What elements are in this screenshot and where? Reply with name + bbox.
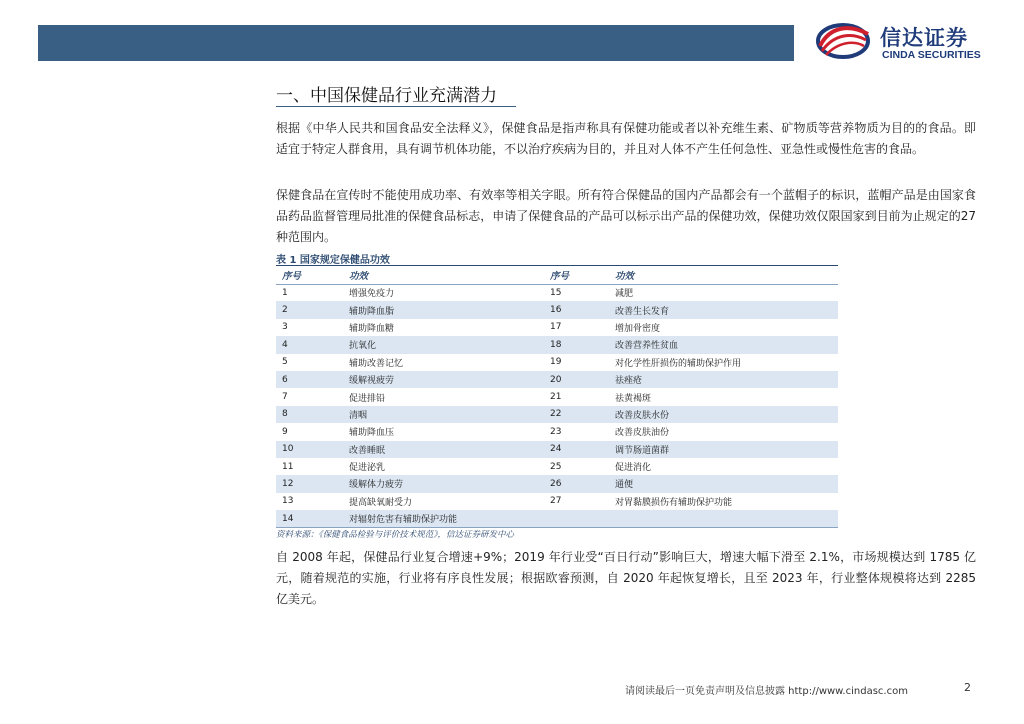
title-underline: [276, 106, 516, 107]
row-index: 19: [550, 357, 562, 368]
row-function: 改善生长发育: [615, 301, 838, 318]
row-index: 13: [282, 496, 294, 507]
row-function: 缓解视疲劳: [349, 371, 550, 388]
row-function: 增强免疫力: [349, 289, 395, 300]
row-index: 3: [282, 322, 288, 333]
row-function: 改善营养性贫血: [615, 336, 838, 353]
table-row: [276, 475, 838, 492]
table-source-note: 资料来源：《保健食品检验与评价技术规范》，信达证券研发中心: [276, 530, 515, 540]
row-index: 17: [550, 322, 562, 333]
table-row: [276, 319, 838, 336]
row-function: 增加骨密度: [615, 323, 661, 334]
header-index-left: 序号: [276, 266, 349, 284]
header-bar: [38, 25, 794, 61]
company-logo: [810, 18, 1000, 64]
row-function: 改善皮肤水份: [615, 406, 838, 423]
row-index: 26: [550, 475, 615, 492]
row-index: 11: [282, 461, 294, 472]
row-index: 4: [276, 336, 349, 353]
row-function: 对化学性肝损伤的辅助保护作用: [615, 358, 742, 369]
row-index: 12: [276, 475, 349, 492]
row-index: 24: [550, 441, 615, 458]
logo-name-en: CINDA SECURITIES: [882, 49, 981, 61]
table-row: [276, 371, 838, 388]
row-function: 促进泌乳: [349, 463, 386, 474]
row-index: 15: [550, 287, 562, 298]
cinda-logo-mark-icon: [816, 20, 872, 60]
footer-disclaimer: 请阅读最后一页免责声明及信息披露 http://www.cindasc.com: [625, 686, 908, 697]
table-row: [276, 510, 838, 527]
table-row: [276, 388, 838, 405]
paragraph-blue-hat: 保健食品在宣传时不能使用成功率、有效率等相关字眼。所有符合保健品的国内产品都会有一个蓝帽子的标识，蓝帽产品是由国家食品药品监督管理局批准的保健食品标志，申请了保健食品的产品可以标示出产品的保健功效，保健功效仅限国家到目前为止规定的27种范围内。: [276, 188, 976, 244]
row-function: 通便: [615, 475, 838, 492]
row-function: 清咽: [349, 406, 550, 423]
table-row: [276, 441, 838, 458]
row-function: 辅助改善记忆: [349, 358, 404, 369]
row-function: [615, 510, 838, 527]
row-index: 14: [276, 510, 349, 527]
row-function: 改善皮肤油份: [615, 428, 670, 439]
row-function: 辅助降血脂: [349, 301, 550, 318]
row-function: 对胃黏膜损伤有辅助保护功能: [615, 497, 733, 508]
row-function: 调节肠道菌群: [615, 441, 838, 458]
row-index: [550, 510, 615, 527]
table-row: [276, 406, 838, 423]
row-index: 8: [276, 406, 349, 423]
row-index: 22: [550, 406, 615, 423]
row-function: 祛黄褐斑: [615, 393, 652, 404]
row-index: 6: [276, 371, 349, 388]
table-row: [276, 458, 838, 475]
row-index: 7: [282, 392, 288, 403]
row-index: 9: [282, 426, 288, 437]
table-header-row: [276, 266, 838, 284]
row-index: 25: [550, 461, 562, 472]
section-title: 一、中国保健品行业充满潜力: [276, 86, 497, 106]
row-index: 18: [550, 336, 615, 353]
page-number: 2: [964, 681, 971, 694]
row-index: 1: [282, 287, 288, 298]
header-function-left: 功效: [349, 266, 550, 284]
row-function: 减肥: [615, 289, 634, 300]
row-function: 抗氧化: [349, 336, 550, 353]
paragraph-definition: 根据《中华人民共和国食品安全法释义》，保健食品是指声称具有保健功能或者以补充维生素、矿物质等营养物质为目的的食品。即适宜于特定人群食用，具有调节机体功能，不以治疗疾病为目的，并且对人体不产生任何急性、亚急性或慢性危害的食品。: [276, 121, 976, 156]
logo-name-cn: 信达证券: [880, 26, 968, 50]
table-row: [276, 423, 838, 440]
row-function: 辅助降血压: [349, 428, 395, 439]
row-index: 5: [282, 357, 288, 368]
row-function: 祛痤疮: [615, 371, 838, 388]
table-row: [276, 354, 838, 371]
row-function: 对辐射危害有辅助保护功能: [349, 510, 550, 527]
table-caption: 表 1 国家规定保健品功效: [276, 255, 390, 266]
row-function: 改善睡眠: [349, 441, 550, 458]
row-index: 2: [276, 301, 349, 318]
header-function-right: 功效: [615, 266, 838, 284]
row-index: 27: [550, 496, 562, 507]
functions-table: [276, 265, 838, 528]
paragraph-market-size: 自 2008 年起，保健品行业复合增速+9%；2019 年行业受“百日行动”影响巨大，增速大幅下滑至 2.1%，市场规模达到 1785 亿元，随着规范的实施，行业将有序良性发展；根据欧睿预测，自 2020 年起恢复增长，且至 2023 年，行业整体规模将达到 2285 亿美元。: [276, 550, 976, 606]
row-function: 促进排铅: [349, 393, 386, 404]
table-row: [276, 493, 838, 510]
row-index: 21: [550, 392, 562, 403]
row-index: 23: [550, 426, 562, 437]
header-index-right: 序号: [550, 266, 615, 284]
table-row: [276, 284, 838, 301]
row-index: 10: [276, 441, 349, 458]
row-function: 提高缺氧耐受力: [349, 497, 413, 508]
row-function: 缓解体力疲劳: [349, 475, 550, 492]
row-index: 20: [550, 371, 615, 388]
table-row: [276, 336, 838, 353]
row-index: 16: [550, 301, 615, 318]
table-row: [276, 301, 838, 318]
row-function: 辅助降血糖: [349, 323, 395, 334]
row-function: 促进消化: [615, 463, 652, 474]
